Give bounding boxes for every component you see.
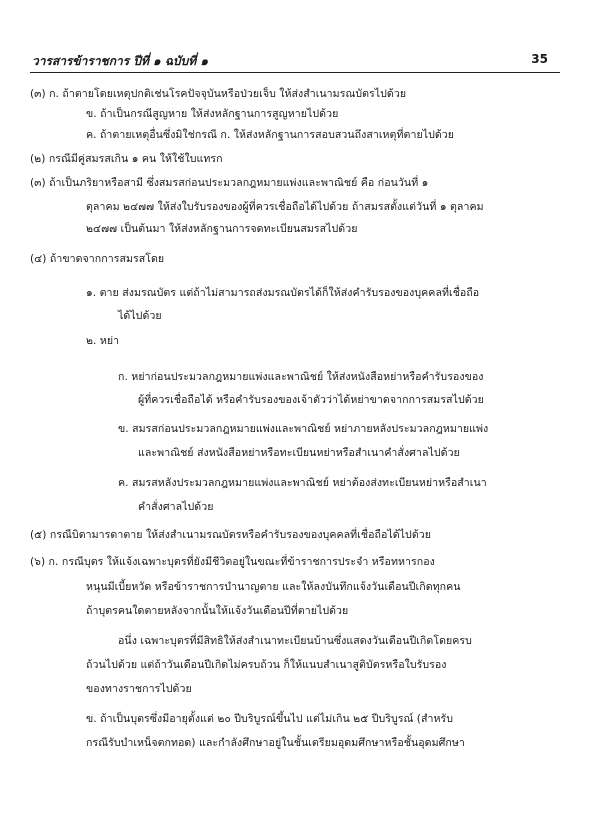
item-3-c-line: ค. ถ้าตายเหตุอื่นซึ่งมิใช่กรณี ก. ให้ส่งหลักฐานการสอบสวนถึงสาเหตุที่ตายไปด้วย [86, 129, 455, 141]
header-rule [30, 72, 560, 73]
item-3-b-line: ข. ถ้าเป็นกรณีสูญหาย ให้ส่งหลักฐานการสูญหายไปด้วย [86, 108, 339, 120]
item-6-note-line-2: ถ้วนไปด้วย แต่ถ้าวันเดือนปีเกิดไม่ครบถ้วน ก็ให้แนบสำเนาสูติบัตรหรือใบรับรอง [86, 659, 447, 671]
item-4-line: (๔) ถ้าขาดจากการสมรสโดย [30, 253, 165, 265]
item-3-spouse-line-3: ๒๔๗๗ เป็นต้นมา ให้ส่งหลักฐานการจดทะเบียนสมรสไปด้วย [86, 223, 358, 235]
item-2-line: (๒) กรณีมีคู่สมรสเกิน ๑ คน ให้ใช้ใบแทรก [30, 153, 223, 165]
page-number: 35 [531, 52, 548, 66]
item-6-b-line-1: ข. ถ้าเป็นบุตรซึ่งมีอายุตั้งแต่ ๒๐ ปีบริบูรณ์ขึ้นไป แต่ไม่เกิน ๒๕ ปีบริบูรณ์ (สำหรับ [86, 713, 453, 725]
item-3-spouse-line-1: (๓) ถ้าเป็นภริยาหรือสามี ซึ่งสมรสก่อนประมวลกฎหมายแพ่งและพาณิชย์ คือ ก่อนวันที่ ๑ [30, 177, 429, 189]
item-4-2-line: ๒. หย่า [86, 335, 120, 347]
item-4-2-b-line-2: และพาณิชย์ ส่งหนังสือหย่าหรือทะเบียนหย่าหรือสำเนาคำสั่งศาลไปด้วย [138, 447, 460, 459]
item-5-line: (๕) กรณีบิดามารดาตาย ให้ส่งสำเนามรณบัตรหรือคำรับรองของบุคคลที่เชื่อถือได้ไปด้วย [30, 529, 432, 541]
item-4-1-line-2: ได้ไปด้วย [118, 310, 162, 322]
item-6-a-line-1: (๖) ก. กรณีบุตร ให้แจ้งเฉพาะบุตรที่ยังมีชีวิตอยู่ในขณะที่ข้าราชการประจำ หรือทหารกอง [30, 556, 435, 568]
item-6-note-line-1: อนึ่ง เฉพาะบุตรที่มีสิทธิให้ส่งสำเนาทะเบียนบ้านซึ่งแสดงวันเดือนปีเกิดโดยครบ [118, 635, 472, 647]
item-4-2-c-line-1: ค. สมรสหลังประมวลกฎหมายแพ่งและพาณิชย์ หย่าต้องส่งทะเบียนหย่าหรือสำเนา [118, 477, 487, 489]
item-3-spouse-line-2: ตุลาคม ๒๔๗๗ ให้ส่งใบรับรองของผู้ที่ควรเชื่อถือได้ไปด้วย ถ้าสมรสตั้งแต่วันที่ ๑ ตุลาคม [86, 201, 484, 213]
item-6-a-line-3: ถ้าบุตรคนใดตายหลังจากนั้นให้แจ้งวันเดือนปีที่ตายไปด้วย [86, 605, 349, 617]
item-6-a-line-2: หนุนมีเบี้ยหวัด หรือข้าราชการบำนาญตาย และให้ลงบันทึกแจ้งวันเดือนปีเกิดทุกคน [86, 581, 461, 593]
item-6-b-line-2: กรณีรับบำเหน็จตกทอด) และกำลังศึกษาอยู่ในชั้นเตรียมอุดมศึกษาหรือชั้นอุดมศึกษา [86, 737, 465, 749]
item-6-note-line-3: ของทางราชการไปด้วย [86, 683, 192, 695]
item-4-1-line-1: ๑. ตาย ส่งมรณบัตร แต่ถ้าไม่สามารถส่งมรณบัตรได้ก็ให้ส่งคำรับรองของบุคคลที่เชื่อถือ [86, 287, 480, 299]
item-4-2-a-line-1: ก. หย่าก่อนประมวลกฎหมายแพ่งและพาณิชย์ ให้ส่งหนังสือหย่าหรือคำรับรองของ [118, 371, 484, 383]
item-4-2-a-line-2: ผู้ที่ควรเชื่อถือได้ หรือคำรับรองของเจ้าตัวว่าได้หย่าขาดจากการสมรสไปด้วย [138, 394, 484, 406]
item-4-2-c-line-2: คำสั่งศาลไปด้วย [138, 501, 214, 513]
item-4-2-b-line-1: ข. สมรสก่อนประมวลกฎหมายแพ่งและพาณิชย์ หย่าภายหลังประมวลกฎหมายแพ่ง [118, 423, 489, 435]
journal-title: วารสารข้าราชการ ปีที่ ๑ ฉบับที่ ๑ [32, 54, 208, 68]
item-3-a-line: (๓) ก. ถ้าตายโดยเหตุปกติเช่นโรคปัจจุบันหรือป่วยเจ็บ ให้ส่งสำเนามรณบัตรไปด้วย [30, 88, 407, 100]
